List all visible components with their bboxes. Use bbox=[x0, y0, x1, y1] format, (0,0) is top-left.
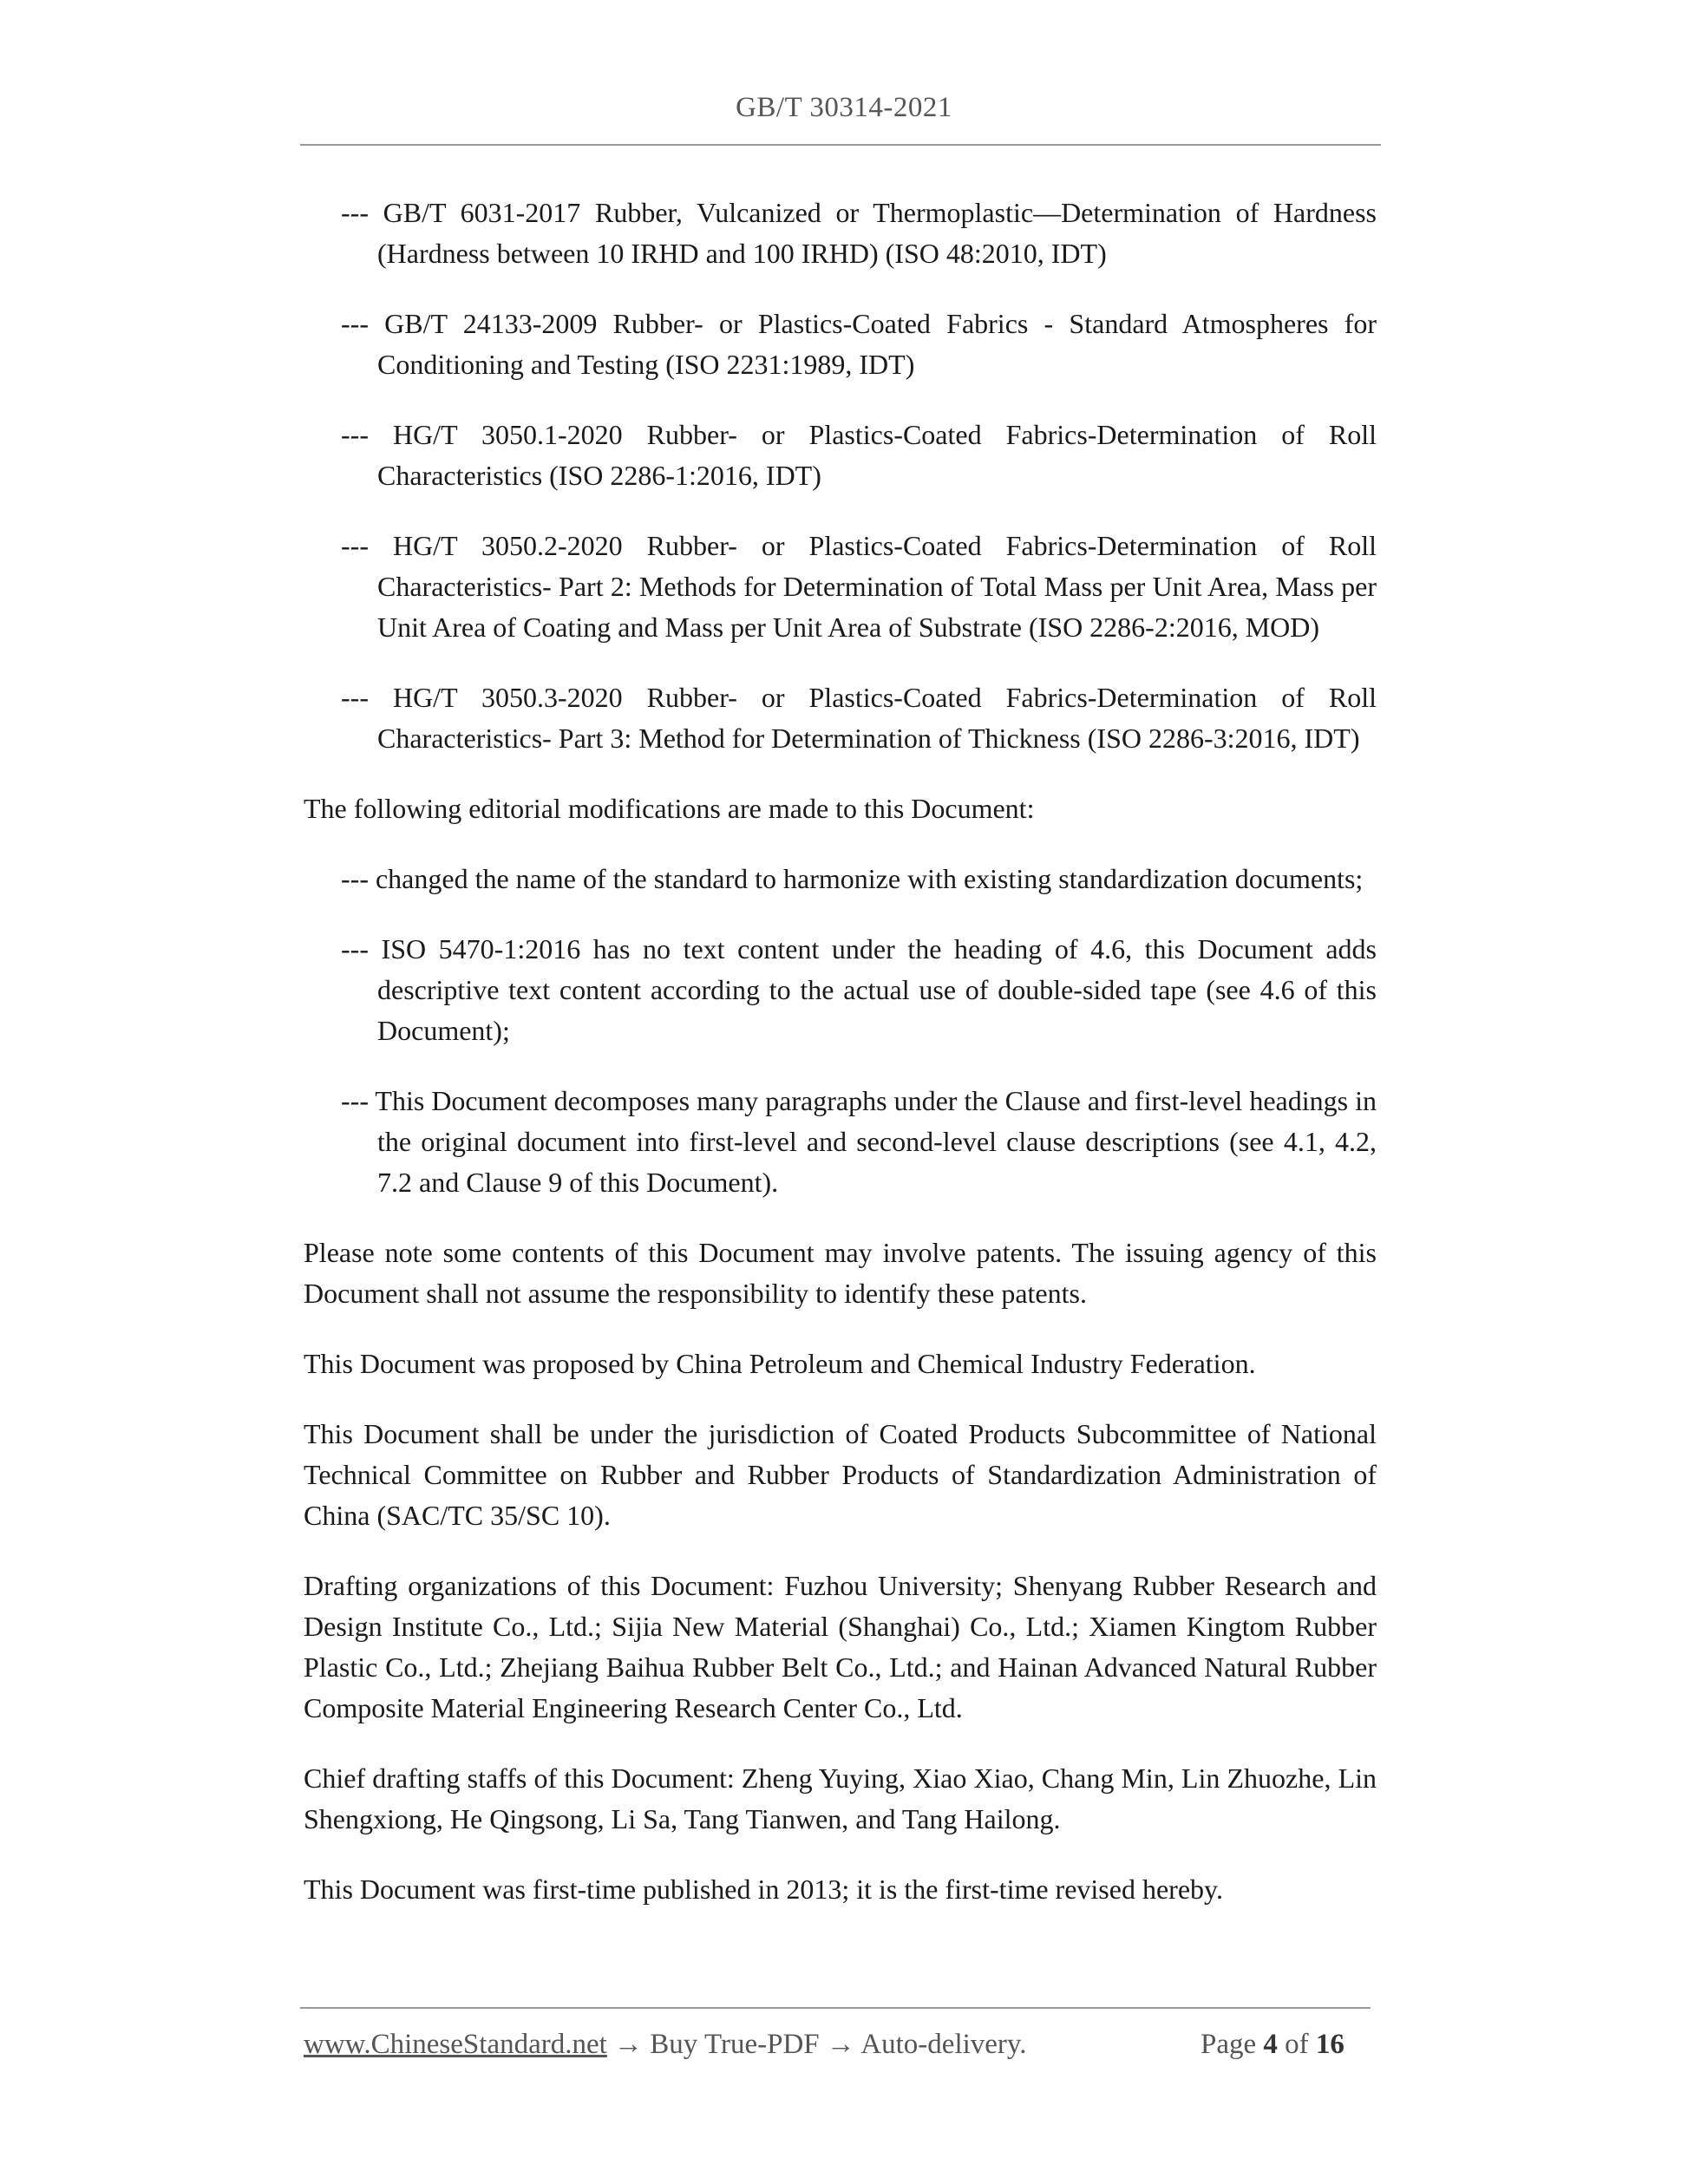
reference-item: --- GB/T 24133-2009 Rubber- or Plastics-Coated Fabrics - Standard Atmospheres for Conditioning and Testing (ISO 2231:1989, IDT) bbox=[341, 308, 1377, 380]
page-label: Page bbox=[1201, 2029, 1257, 2060]
page-number bbox=[1201, 2029, 1345, 2061]
patent-notice: Please note some contents of this Document may involve patents. The issuing agency of this Document shall not assume the responsibility to identify these patents. bbox=[304, 1237, 1377, 1309]
page-current: 4 bbox=[1263, 2029, 1278, 2060]
header-divider bbox=[300, 144, 1381, 146]
page-total: 16 bbox=[1315, 2029, 1345, 2060]
reference-item: --- HG/T 3050.2-2020 Rubber- or Plastics-Coated Fabrics-Determination of Roll Characteristics- Part 2: Methods for Determination of Total Mass per Unit Area, Mass per Unit Area of Coating and Mass per Unit Area of Substrate (ISO 2286-2:2016, MOD) bbox=[341, 530, 1377, 643]
editorial-item: --- This Document decomposes many paragraphs under the Clause and first-level headings in the original document into first-level and second-level clause descriptions (see 4.1, 4.2, 7.2 and Clause 9 of this Document). bbox=[341, 1085, 1377, 1198]
proposer-paragraph: This Document was proposed by China Petroleum and Chemical Industry Federation. bbox=[304, 1348, 1256, 1379]
editorial-item: --- changed the name of the standard to harmonize with existing standardization documents; bbox=[341, 863, 1364, 894]
footer-left bbox=[304, 2029, 1027, 2061]
drafting-organizations-paragraph: Drafting organizations of this Document: Fuzhou University; Shenyang Rubber Research and Design Institute Co., Ltd.; Sijia New Material (Shanghai) Co., Ltd.; Xiamen Kingtom Rubber Plastic Co., Ltd.; Zhejiang Baihua Rubber Belt Co., Ltd.; and Hainan Advanced Natural Rubber Composite Material Engineering Research Center Co., Ltd. bbox=[304, 1570, 1377, 1723]
jurisdiction-paragraph: This Document shall be under the jurisdiction of Coated Products Subcommittee of National Technical Committee on Rubber and Rubber Products of Standardization Administration of China (SAC/TC 35/SC 10). bbox=[304, 1418, 1377, 1531]
page-of-label: of bbox=[1285, 2029, 1309, 2060]
reference-item: --- HG/T 3050.3-2020 Rubber- or Plastics-Coated Fabrics-Determination of Roll Characteristics- Part 3: Method for Determination of Thickness (ISO 2286-3:2016, IDT) bbox=[341, 682, 1377, 754]
drafting-staff-paragraph: Chief drafting staffs of this Document: Zheng Yuying, Xiao Xiao, Chang Min, Lin Zhuozhe, Lin Shengxiong, He Qingsong, Li Sa, Tang Tianwen, and Tang Hailong. bbox=[304, 1762, 1377, 1834]
document-body bbox=[304, 193, 1377, 1939]
footer-tagline: → Buy True-PDF → Auto-delivery. bbox=[606, 2029, 1027, 2060]
publication-history-paragraph: This Document was first-time published in 2013; it is the first-time revised hereby. bbox=[304, 1873, 1223, 1905]
reference-item: --- HG/T 3050.1-2020 Rubber- or Plastics-Coated Fabrics-Determination of Roll Characteristics (ISO 2286-1:2016, IDT) bbox=[341, 419, 1377, 491]
footer-divider bbox=[300, 2007, 1371, 2009]
website-link[interactable]: www.ChineseStandard.net bbox=[304, 2029, 607, 2060]
page-header-title: GB/T 30314-2021 bbox=[736, 92, 952, 123]
reference-item: --- GB/T 6031-2017 Rubber, Vulcanized or Thermoplastic—Determination of Hardness (Hardness between 10 IRHD and 100 IRHD) (ISO 48:2010, IDT) bbox=[341, 197, 1377, 269]
editorial-item: --- ISO 5470-1:2016 has no text content under the heading of 4.6, this Document adds descriptive text content according to the actual use of double-sided tape (see 4.6 of this Document); bbox=[341, 933, 1377, 1046]
editorial-intro: The following editorial modifications are made to this Document: bbox=[304, 793, 1035, 824]
